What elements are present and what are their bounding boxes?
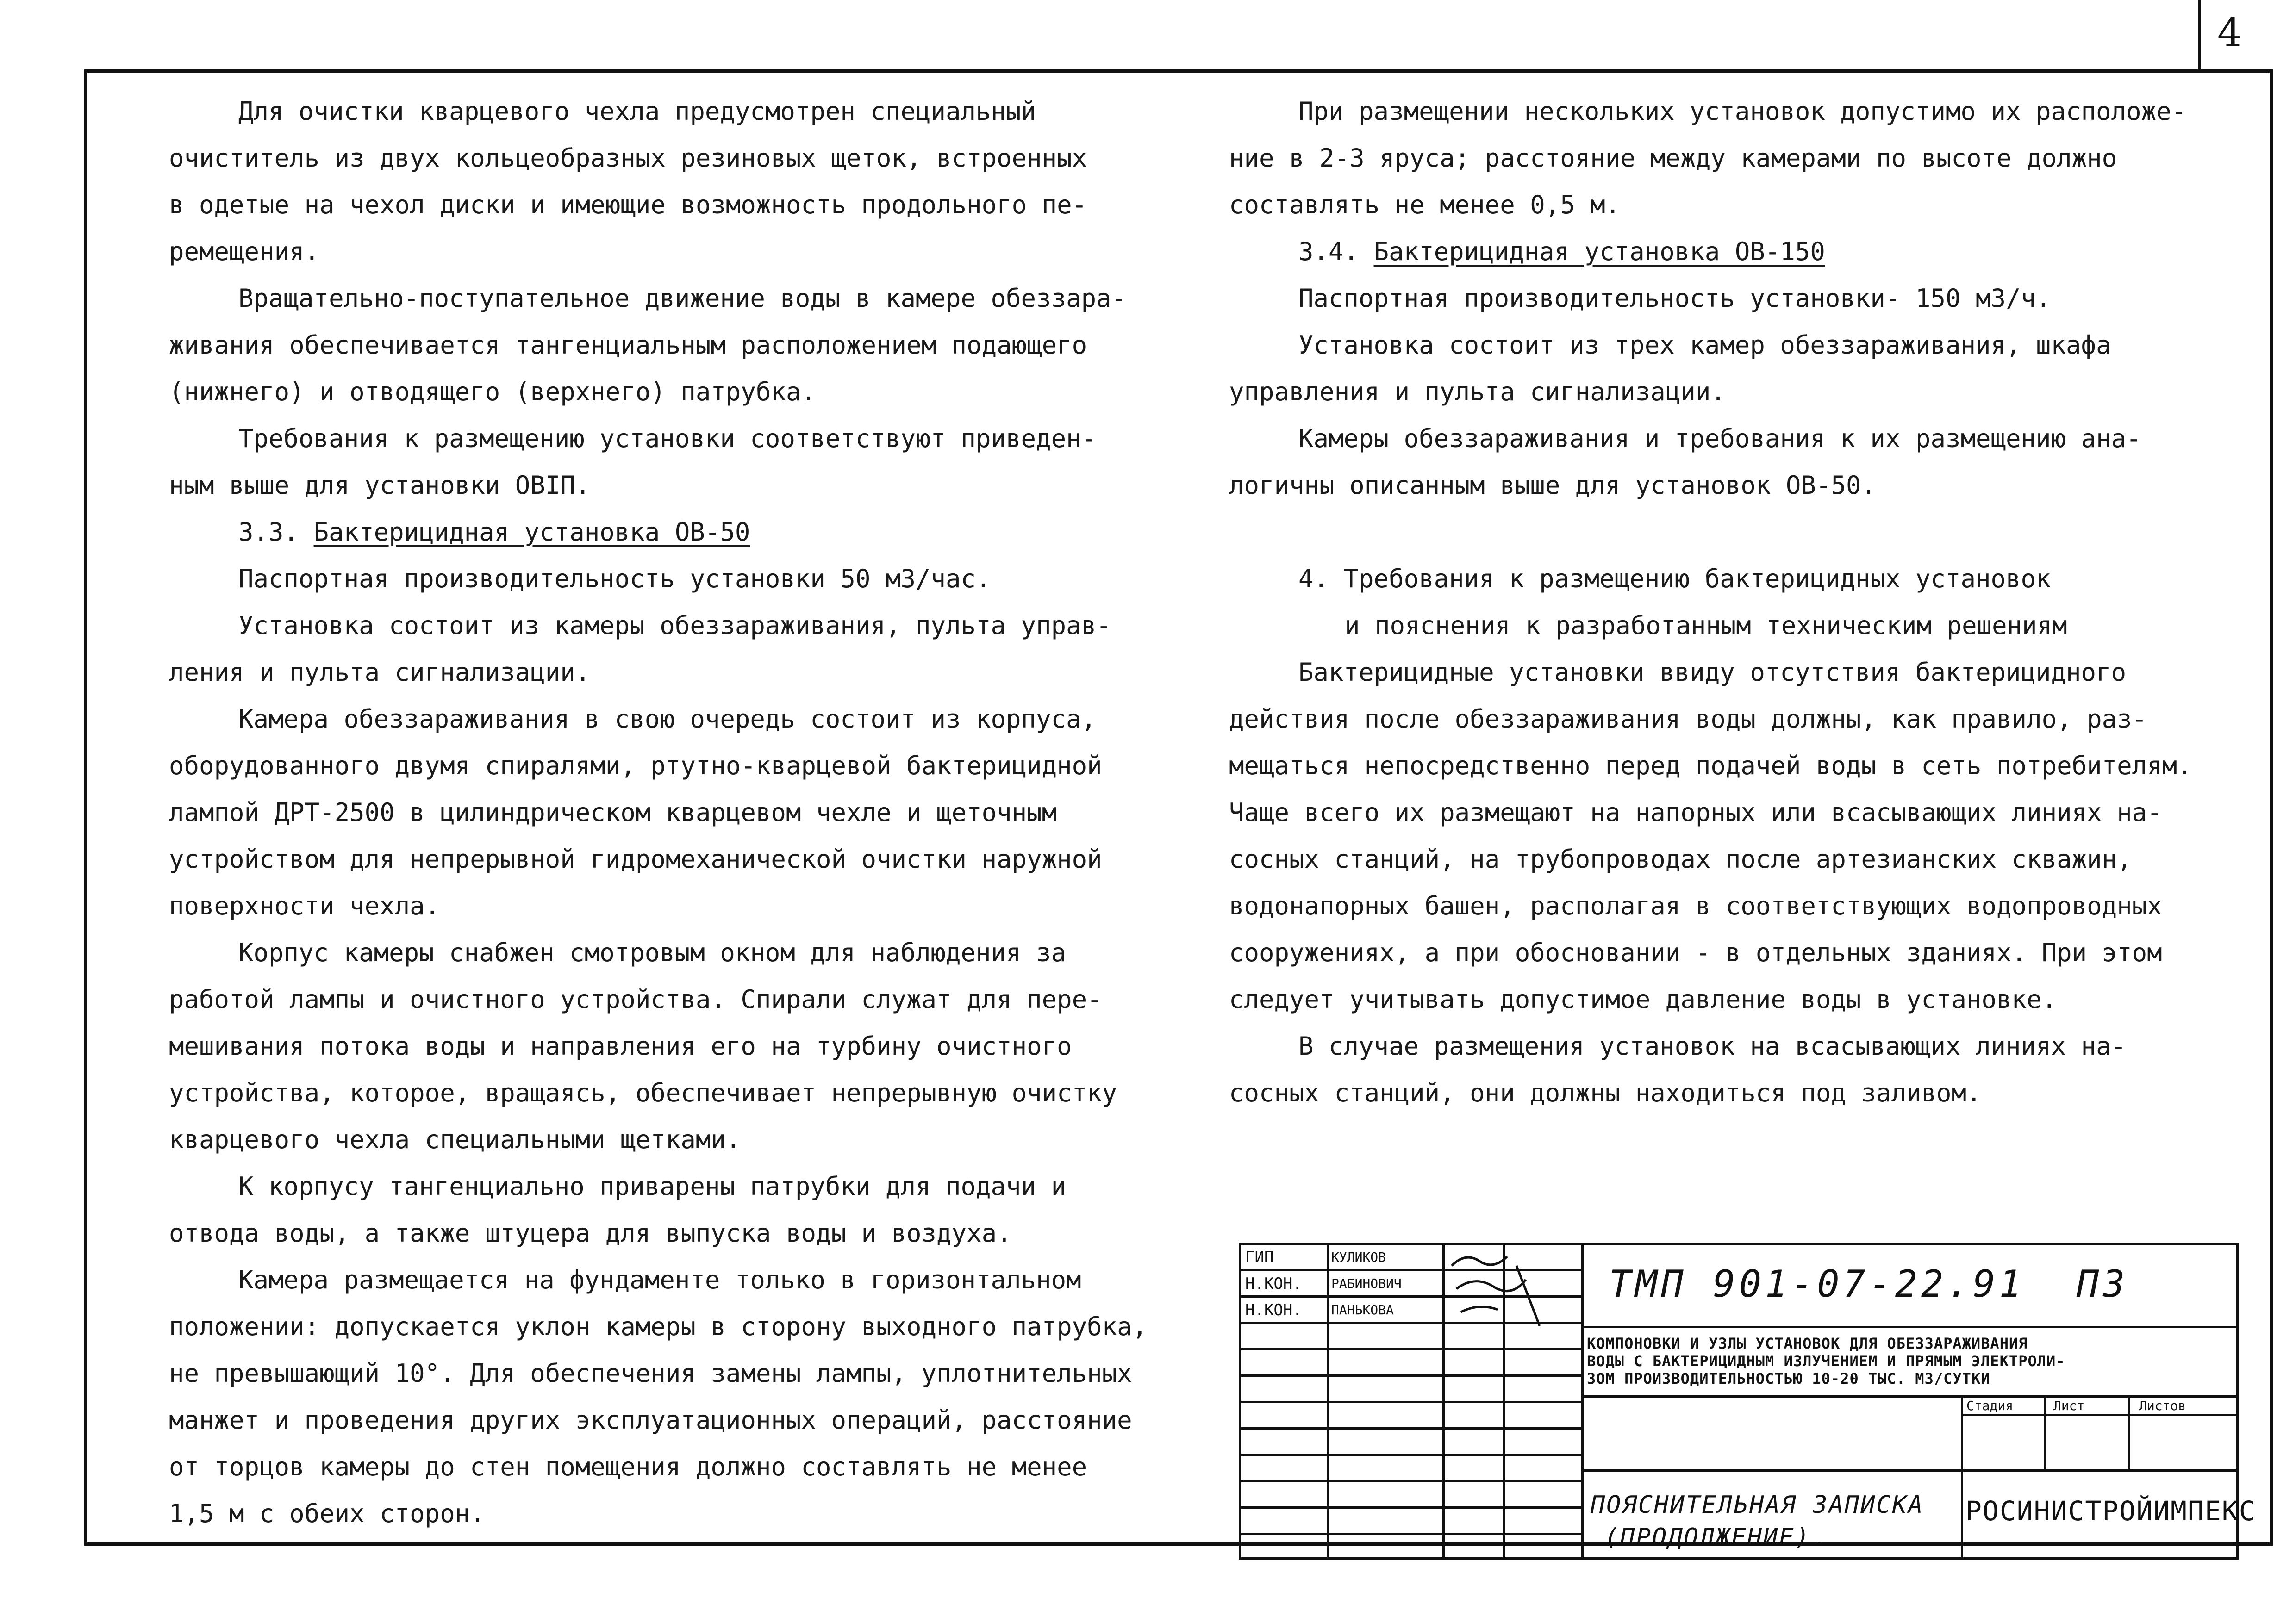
right-line: Паспортная производительность установки- 150 м3/ч. — [1298, 284, 2051, 313]
right-line: В случае размещения установок на всасывающих линиях на- — [1298, 1032, 2127, 1061]
left-line: в одетые на чехол диски и имеющие возможность продольного пе- — [169, 190, 1087, 219]
right-line: действия после обеззараживания воды должны, как правило, раз- — [1229, 704, 2147, 734]
left-line: К корпусу тангенциально приварены патрубки для подачи и — [238, 1172, 1067, 1201]
stamp-role-nkon-1: Н.КОН. — [1245, 1275, 1302, 1293]
right-text-column — [1229, 88, 2192, 1116]
stamp-name-pankova: ПАНЬКОВА — [1331, 1302, 1394, 1318]
stamp-name-rabinovich: РАБИНОВИЧ — [1331, 1276, 1402, 1291]
stamp-title-line-2: ВОДЫ С БАКТЕРИЦИДНЫМ ИЗЛУЧЕНИЕМ И ПРЯМЫМ ЭЛЕКТРОЛИ- — [1587, 1352, 2065, 1370]
stamp-name-kulikov: КУЛИКОВ — [1331, 1250, 1386, 1265]
left-line: Установка состоит из камеры обеззараживания, пульта управ- — [238, 611, 1111, 640]
left-line: Паспортная производительность установки 50 м3/час. — [238, 564, 991, 593]
left-line: Камера размещается на фундаменте только в горизонтальном — [238, 1265, 1081, 1294]
signature-marks — [1447, 1247, 1577, 1326]
stamp-document-code: ТМП 901-07-22.91 — [1609, 1262, 2025, 1306]
right-line: Бактерицидные установки ввиду отсутствия бактерицидного — [1298, 658, 2127, 687]
left-line: не превышающий 10°. Для обеспечения замены лампы, уплотнительных — [169, 1359, 1132, 1388]
left-line: поверхности чехла. — [169, 891, 440, 920]
left-line: ным выше для установки ОВIП. — [169, 471, 591, 500]
page-number: 4 — [2217, 10, 2242, 55]
left-line: от торцов камеры до стен помещения должно составлять не менее — [169, 1452, 1087, 1481]
stamp-organization: РОСИНИСТРОЙИМПЕКС — [1965, 1495, 2256, 1527]
stamp-sheet-code: ПЗ — [2077, 1262, 2129, 1306]
stamp-role-nkon-2: Н.КОН. — [1245, 1301, 1302, 1319]
right-line: сооружениях, а при обосновании - в отдельных зданиях. При этом — [1229, 938, 2162, 967]
left-line: 1,5 м с обеих сторон. — [169, 1499, 485, 1528]
left-line: Требования к размещению установки соответствуют приведен- — [238, 424, 1097, 453]
stamp-col-sheets: Листов — [2139, 1398, 2186, 1413]
stamp-role-gip: ГИП — [1245, 1248, 1274, 1267]
left-line: манжет и проведения других эксплуатационных операций, расстояние — [169, 1405, 1132, 1435]
left-line: ремещения. — [169, 237, 320, 266]
section-heading: Бактерицидная установка ОВ-150 — [1373, 237, 1825, 266]
section-heading: Бактерицидная установка ОВ-50 — [313, 517, 750, 547]
right-line: Камеры обеззараживания и требования к их размещению ана- — [1298, 424, 2141, 453]
left-line: Вращательно-поступательное движение воды в камере обеззара- — [238, 284, 1127, 313]
left-line: кварцевого чехла специальными щетками. — [169, 1125, 741, 1154]
right-line: сосных станций, на трубопроводах после артезианских скважин, — [1229, 845, 2132, 874]
right-line — [1229, 509, 2178, 555]
right-line: 4. Требования к размещению бактерицидных установок — [1298, 564, 2051, 593]
left-line: мешивания потока воды и направления его на турбину очистного — [169, 1032, 1072, 1061]
right-line: составлять не менее 0,5 м. — [1229, 190, 1621, 219]
left-line: (нижнего) и отводящего (верхнего) патрубка. — [169, 377, 816, 406]
right-line: Установка состоит из трех камер обеззараживания, шкафа — [1298, 330, 2111, 360]
stamp-col-stage: Стадия — [1966, 1398, 2014, 1413]
right-line: и пояснения к разработанным техническим решениям — [1345, 611, 2067, 640]
right-line: ние в 2-3 яруса; расстояние между камерами по высоте должно — [1229, 143, 2117, 173]
right-line: управления и пульта сигнализации. — [1229, 377, 1726, 406]
left-line: очиститель из двух кольцеобразных резиновых щеток, встроенных — [169, 143, 1087, 173]
left-line: положении: допускается уклон камеры в сторону выходного патрубка, — [169, 1312, 1148, 1341]
stamp-col-sheet: Лист — [2053, 1398, 2085, 1413]
stamp-doc-name-line-1: ПОЯСНИТЕЛЬНАЯ ЗАПИСКА — [1591, 1491, 1924, 1519]
page-number-box — [2198, 0, 2296, 69]
right-line — [1229, 228, 2178, 275]
right-line: При размещении нескольких установок допустимо их расположе- — [1298, 97, 2187, 126]
left-line: Для очистки кварцевого чехла предусмотрен специальный — [238, 97, 1036, 126]
left-line: работой лампы и очистного устройства. Спирали служат для пере- — [169, 985, 1102, 1014]
right-line: логичны описанным выше для установок ОВ-50. — [1229, 471, 1876, 500]
title-block-stamp — [1239, 1243, 2256, 1559]
right-line: следует учитывать допустимое давление воды в установке. — [1229, 985, 2057, 1014]
left-line: лампой ДРТ-2500 в цилиндрическом кварцевом чехле и щеточным — [169, 798, 1057, 827]
left-text-column — [169, 88, 1148, 1537]
right-line: мещаться непосредственно перед подачей воды в сеть потребителям. — [1229, 751, 2192, 780]
left-line: оборудованного двумя спиралями, ртутно-кварцевой бактерицидной — [169, 751, 1102, 780]
left-line — [169, 509, 1118, 555]
left-line: живания обеспечивается тангенциальным расположением подающего — [169, 330, 1087, 360]
left-line: отвода воды, а также штуцера для выпуска воды и воздуха. — [169, 1219, 1012, 1248]
left-line: ления и пульта сигнализации. — [169, 658, 591, 687]
left-line: Камера обеззараживания в свою очередь состоит из корпуса, — [238, 704, 1097, 734]
right-line: Чаще всего их размещают на напорных или всасывающих линиях на- — [1229, 798, 2162, 827]
left-line: устройством для непрерывной гидромеханической очистки наружной — [169, 845, 1102, 874]
left-line: устройства, которое, вращаясь, обеспечивает непрерывную очистку — [169, 1078, 1117, 1107]
right-line: сосных станций, они должны находиться под заливом. — [1229, 1078, 1982, 1107]
right-line: водонапорных башен, располагая в соответствующих водопроводных — [1229, 891, 2162, 920]
section-number: 3.3. — [238, 517, 314, 547]
stamp-title-line-3: ЗОМ ПРОИЗВОДИТЕЛЬНОСТЬЮ 10-20 ТЫС. М3/СУТКИ — [1587, 1370, 1990, 1387]
stamp-title-line-1: КОМПОНОВКИ И УЗЛЫ УСТАНОВОК ДЛЯ ОБЕЗЗАРАЖИВАНИЯ — [1587, 1335, 2028, 1352]
stamp-doc-name-line-2: (ПРОДОЛЖЕНИЕ). — [1604, 1524, 1827, 1551]
left-line: Корпус камеры снабжен смотровым окном для наблюдения за — [238, 938, 1067, 967]
section-number: 3.4. — [1298, 237, 1374, 266]
